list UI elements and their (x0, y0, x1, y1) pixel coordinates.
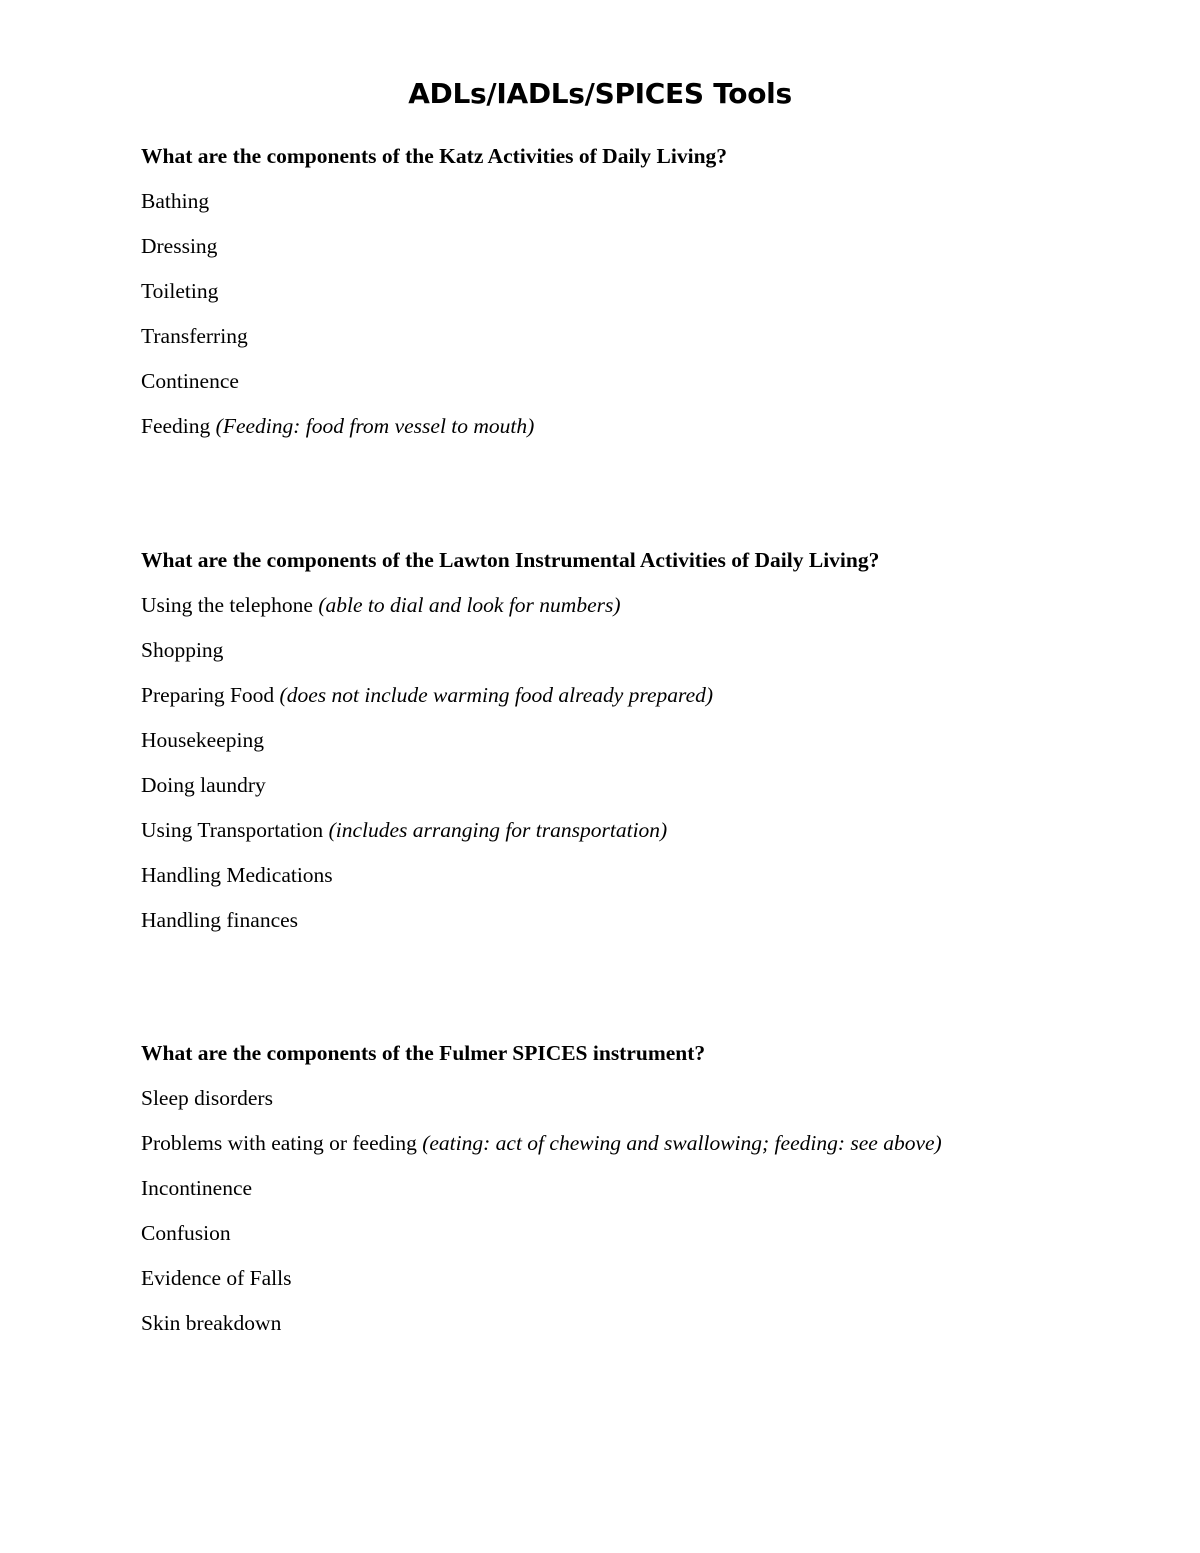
section-katz-adl (141, 141, 1141, 441)
item-note: (Feeding: food from vessel to mouth) (215, 414, 535, 438)
item-text: Feeding (141, 414, 211, 438)
list-item (141, 590, 1141, 620)
list-item (141, 860, 1141, 890)
list-item (141, 680, 1141, 710)
section-lawton-iadl (141, 545, 1141, 935)
list-item (141, 321, 1141, 351)
item-text: Skin breakdown (141, 1311, 282, 1335)
item-text: Sleep disorders (141, 1086, 273, 1110)
item-text: Using Transportation (141, 818, 324, 842)
item-note: (able to dial and look for numbers) (318, 593, 621, 617)
item-note: (includes arranging for transportation) (328, 818, 668, 842)
list-item (141, 770, 1141, 800)
item-text: Incontinence (141, 1176, 253, 1200)
list-item (141, 366, 1141, 396)
list-item (141, 815, 1141, 845)
list-item (141, 231, 1141, 261)
list-item (141, 1128, 1141, 1158)
item-text: Dressing (141, 234, 218, 258)
item-text: Problems with eating or feeding (141, 1131, 417, 1155)
item-text: Toileting (141, 279, 219, 303)
document-title: ADLs/IADLs/SPICES Tools (408, 77, 792, 110)
section-question: What are the components of the Lawton Instrumental Activities of Daily Living? (141, 548, 880, 572)
item-note: (eating: act of chewing and swallowing; feeding: see above) (422, 1131, 942, 1155)
item-note: (does not include warming food already prepared) (279, 683, 714, 707)
item-text: Handling Medications (141, 863, 333, 887)
item-text: Shopping (141, 638, 224, 662)
item-text: Preparing Food (141, 683, 275, 707)
item-text: Confusion (141, 1221, 231, 1245)
item-text: Transferring (141, 324, 248, 348)
list-item (141, 1263, 1141, 1293)
item-text: Housekeeping (141, 728, 264, 752)
item-text: Using the telephone (141, 593, 313, 617)
section-question: What are the components of the Fulmer SPICES instrument? (141, 1041, 706, 1065)
section-question: What are the components of the Katz Activities of Daily Living? (141, 144, 728, 168)
item-text: Evidence of Falls (141, 1266, 292, 1290)
list-item (141, 635, 1141, 665)
component-list (141, 590, 1141, 935)
component-list (141, 1083, 1141, 1338)
list-item (141, 1173, 1141, 1203)
component-list (141, 186, 1141, 441)
list-item (141, 1308, 1141, 1338)
list-item (141, 276, 1141, 306)
list-item (141, 1083, 1141, 1113)
item-text: Continence (141, 369, 239, 393)
list-item (141, 411, 1141, 441)
item-text: Bathing (141, 189, 210, 213)
list-item (141, 725, 1141, 755)
section-fulmer-spices (141, 1038, 1141, 1338)
item-text: Handling finances (141, 908, 299, 932)
list-item (141, 905, 1141, 935)
item-text: Doing laundry (141, 773, 266, 797)
list-item (141, 1218, 1141, 1248)
list-item (141, 186, 1141, 216)
